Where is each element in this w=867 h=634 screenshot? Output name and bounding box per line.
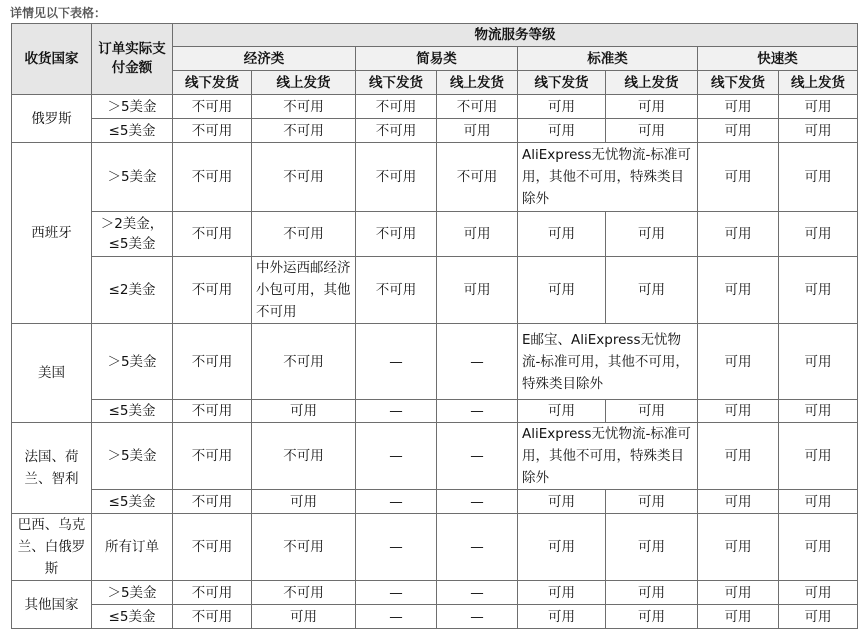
value-cell: 可用: [698, 143, 779, 212]
value-cell: —: [437, 324, 518, 400]
value-cell: 不可用: [252, 143, 356, 212]
value-cell: 可用: [779, 95, 858, 119]
amount-cell: ≤5美金: [92, 400, 173, 423]
country-cell: 西班牙: [12, 143, 92, 324]
value-cell: 不可用: [356, 212, 437, 257]
value-cell: 可用: [779, 119, 858, 143]
country-cell: 美国: [12, 324, 92, 423]
amount-cell: ＞5美金: [92, 423, 173, 490]
value-cell: 可用: [518, 490, 606, 514]
value-cell: —: [437, 490, 518, 514]
value-cell: 不可用: [252, 581, 356, 605]
table-caption: 详情见以下表格：: [10, 6, 107, 20]
value-cell: 可用: [252, 400, 356, 423]
value-cell: 不可用: [252, 423, 356, 490]
table-row: [12, 490, 858, 514]
value-cell: 可用: [252, 605, 356, 629]
header-offline: 线下发货: [173, 71, 252, 95]
value-cell: —: [356, 605, 437, 629]
value-cell: 可用: [779, 423, 858, 490]
header-standard: 标准类: [518, 47, 698, 71]
country-cell: 法国、荷兰、智利: [12, 423, 92, 514]
country-cell: 其他国家: [12, 581, 92, 629]
value-cell: 不可用: [173, 119, 252, 143]
amount-cell: ≤5美金: [92, 119, 173, 143]
value-cell: 可用: [779, 490, 858, 514]
value-cell: 可用: [698, 514, 779, 581]
table-row: [12, 605, 858, 629]
value-cell: 不可用: [173, 257, 252, 324]
value-cell: 不可用: [252, 95, 356, 119]
value-cell: —: [437, 514, 518, 581]
value-cell: 不可用: [356, 119, 437, 143]
value-cell: 可用: [606, 490, 698, 514]
header-online: 线上发货: [606, 71, 698, 95]
value-cell: 可用: [698, 400, 779, 423]
table-row: [12, 581, 858, 605]
table-row: [12, 119, 858, 143]
amount-cell: ≤2美金: [92, 257, 173, 324]
value-cell: 可用: [606, 605, 698, 629]
value-cell: 不可用: [437, 143, 518, 212]
note-cell: 中外运西邮经济小包可用，其他不可用: [252, 257, 356, 324]
amount-cell: ＞5美金: [92, 95, 173, 119]
value-cell: 可用: [518, 514, 606, 581]
value-cell: 不可用: [356, 95, 437, 119]
header-online: 线上发货: [252, 71, 356, 95]
table-row: [12, 423, 858, 490]
value-cell: 可用: [518, 257, 606, 324]
header-offline: 线下发货: [698, 71, 779, 95]
value-cell: 可用: [698, 324, 779, 400]
value-cell: 可用: [779, 143, 858, 212]
country-cell: 巴西、乌克兰、白俄罗斯: [12, 514, 92, 581]
value-cell: 可用: [252, 490, 356, 514]
header-economy: 经济类: [173, 47, 356, 71]
value-cell: 可用: [698, 212, 779, 257]
value-cell: 可用: [606, 400, 698, 423]
value-cell: 可用: [698, 95, 779, 119]
value-cell: 可用: [606, 119, 698, 143]
value-cell: 可用: [518, 119, 606, 143]
value-cell: 可用: [606, 212, 698, 257]
value-cell: 可用: [437, 119, 518, 143]
table-row: [12, 143, 858, 212]
value-cell: —: [356, 423, 437, 490]
value-cell: 可用: [779, 514, 858, 581]
header-country: 收货国家: [12, 24, 92, 95]
table-row: [12, 212, 858, 257]
value-cell: 不可用: [356, 143, 437, 212]
value-cell: 可用: [779, 257, 858, 324]
value-cell: —: [437, 423, 518, 490]
table-row: [12, 400, 858, 423]
value-cell: 可用: [698, 490, 779, 514]
value-cell: —: [356, 581, 437, 605]
value-cell: 不可用: [252, 514, 356, 581]
value-cell: 可用: [779, 400, 858, 423]
amount-cell: ＞5美金: [92, 324, 173, 400]
value-cell: —: [437, 400, 518, 423]
value-cell: 不可用: [437, 95, 518, 119]
value-cell: 不可用: [252, 324, 356, 400]
value-cell: 不可用: [173, 143, 252, 212]
value-cell: 不可用: [173, 605, 252, 629]
value-cell: 不可用: [173, 324, 252, 400]
value-cell: 可用: [518, 212, 606, 257]
amount-cell: ＞5美金: [92, 581, 173, 605]
value-cell: 不可用: [173, 490, 252, 514]
amount-cell: ＞2美金，≤5美金: [92, 212, 173, 257]
header-simple: 简易类: [356, 47, 518, 71]
value-cell: 可用: [518, 400, 606, 423]
header-express: 快速类: [698, 47, 858, 71]
value-cell: 可用: [698, 119, 779, 143]
value-cell: 可用: [698, 605, 779, 629]
amount-cell: ≤5美金: [92, 490, 173, 514]
value-cell: 可用: [698, 423, 779, 490]
value-cell: —: [437, 581, 518, 605]
value-cell: 可用: [606, 581, 698, 605]
value-cell: 不可用: [356, 257, 437, 324]
table-row: [12, 257, 858, 324]
table-row: [12, 95, 858, 119]
value-cell: 不可用: [173, 423, 252, 490]
value-cell: 可用: [779, 605, 858, 629]
country-cell: 俄罗斯: [12, 95, 92, 143]
header-online: 线上发货: [437, 71, 518, 95]
value-cell: 不可用: [173, 400, 252, 423]
value-cell: 不可用: [173, 212, 252, 257]
value-cell: —: [356, 490, 437, 514]
value-cell: 可用: [437, 257, 518, 324]
header-offline: 线下发货: [518, 71, 606, 95]
note-cell: AliExpress无忧物流-标准可用，其他不可用，特殊类目除外: [518, 423, 698, 490]
value-cell: —: [356, 400, 437, 423]
value-cell: 不可用: [252, 119, 356, 143]
value-cell: —: [356, 514, 437, 581]
value-cell: 可用: [698, 257, 779, 324]
amount-cell: 所有订单: [92, 514, 173, 581]
value-cell: 不可用: [173, 95, 252, 119]
value-cell: 可用: [437, 212, 518, 257]
value-cell: 可用: [518, 605, 606, 629]
value-cell: 可用: [606, 514, 698, 581]
table-row: [12, 514, 858, 581]
amount-cell: ＞5美金: [92, 143, 173, 212]
header-amount: 订单实际支付金额: [92, 24, 173, 95]
table-row: [12, 324, 858, 400]
header-logistics-group: 物流服务等级: [173, 24, 858, 47]
value-cell: 不可用: [173, 581, 252, 605]
value-cell: 可用: [779, 212, 858, 257]
value-cell: —: [437, 605, 518, 629]
logistics-table: [11, 23, 858, 629]
value-cell: 可用: [779, 581, 858, 605]
value-cell: 可用: [518, 95, 606, 119]
value-cell: 可用: [606, 95, 698, 119]
value-cell: 不可用: [173, 514, 252, 581]
note-cell: E邮宝、AliExpress无忧物流-标准可用，其他不可用，特殊类目除外: [518, 324, 698, 400]
value-cell: 可用: [698, 581, 779, 605]
value-cell: 可用: [518, 581, 606, 605]
header-online: 线上发货: [779, 71, 858, 95]
value-cell: 可用: [779, 324, 858, 400]
header-offline: 线下发货: [356, 71, 437, 95]
value-cell: —: [356, 324, 437, 400]
value-cell: 可用: [606, 257, 698, 324]
value-cell: 不可用: [252, 212, 356, 257]
amount-cell: ≤5美金: [92, 605, 173, 629]
note-cell: AliExpress无忧物流-标准可用，其他不可用，特殊类目除外: [518, 143, 698, 212]
